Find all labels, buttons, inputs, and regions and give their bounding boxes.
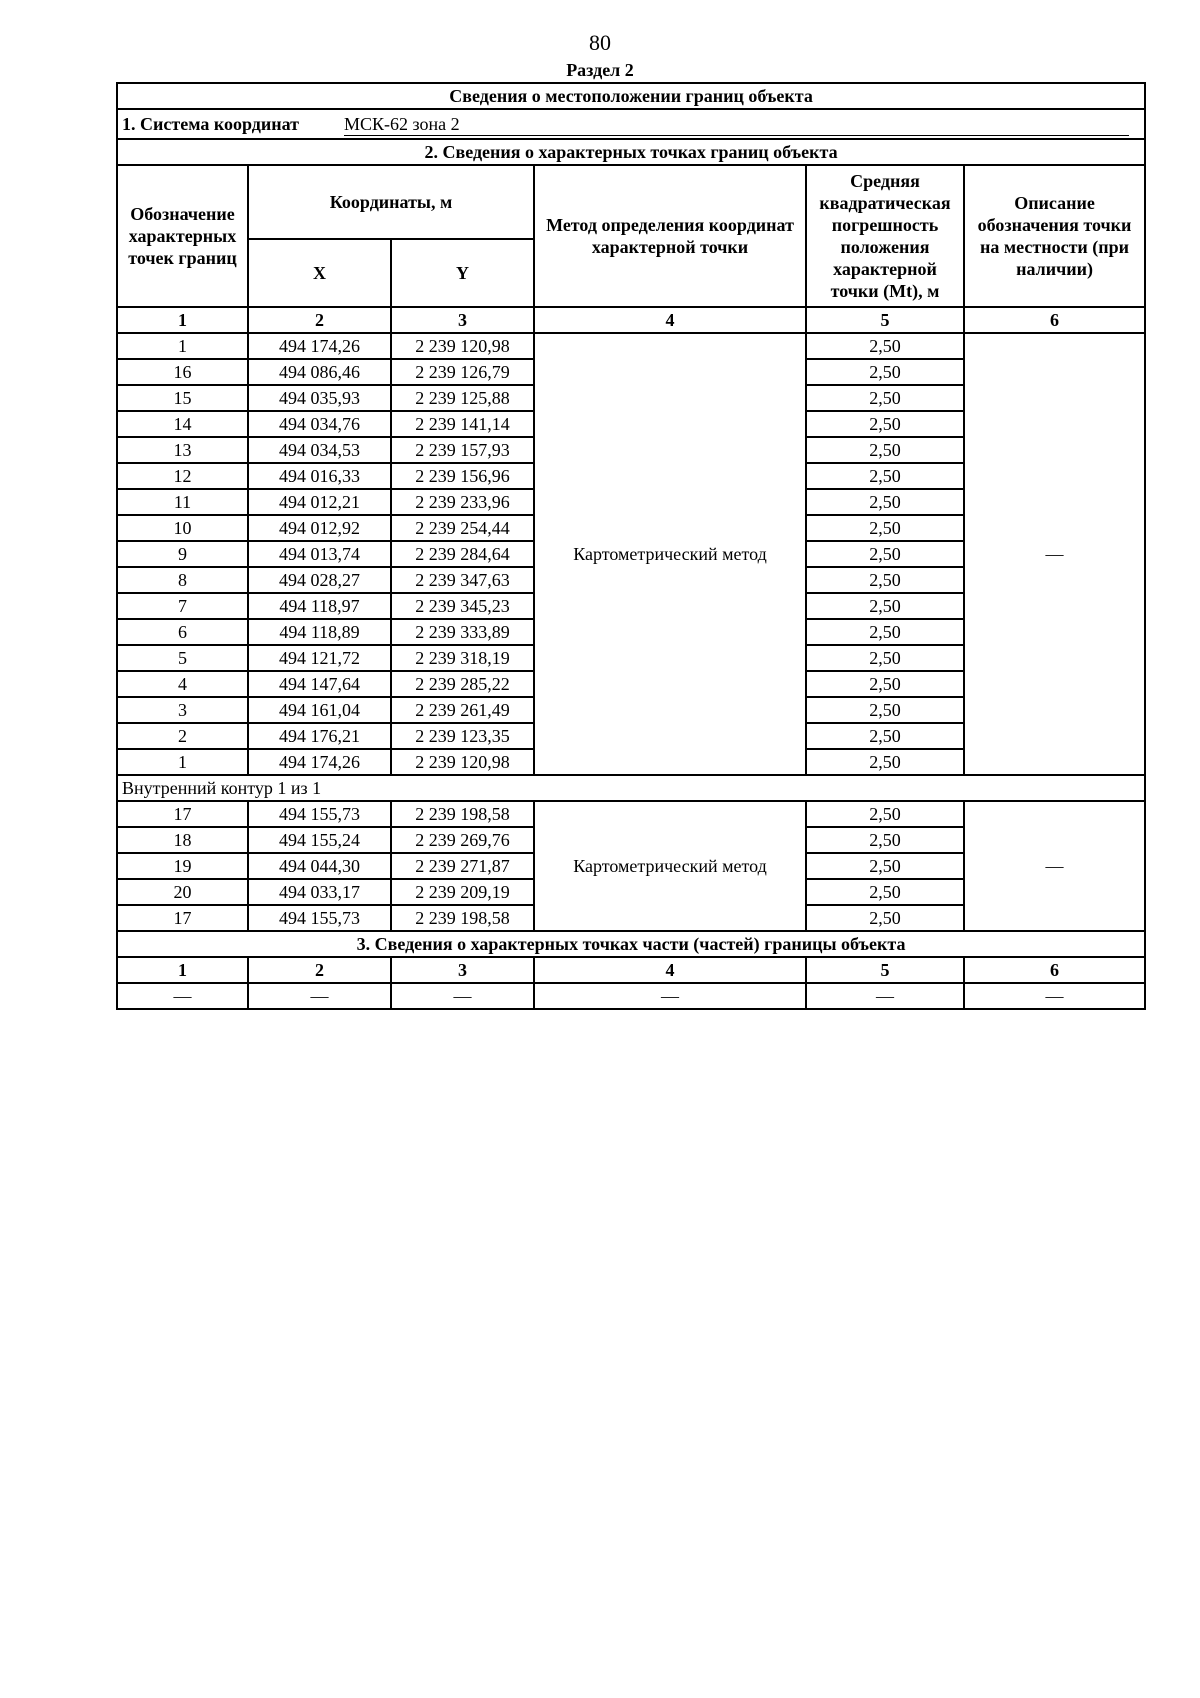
- y-coordinate-cell: 2 239 333,89: [391, 619, 534, 645]
- x-coordinate-cell: 494 161,04: [248, 697, 391, 723]
- empty-cell: —: [391, 983, 534, 1009]
- x-coordinate-cell: 494 086,46: [248, 359, 391, 385]
- y-coordinate-cell: 2 239 156,96: [391, 463, 534, 489]
- y-coordinate-cell: 2 239 198,58: [391, 905, 534, 931]
- y-coordinate-cell: 2 239 271,87: [391, 853, 534, 879]
- accuracy-cell: 2,50: [806, 619, 964, 645]
- x-coordinate-cell: 494 147,64: [248, 671, 391, 697]
- accuracy-cell: 2,50: [806, 697, 964, 723]
- column-number: 5: [806, 307, 964, 333]
- x-coordinate-cell: 494 013,74: [248, 541, 391, 567]
- point-number-cell: 12: [117, 463, 248, 489]
- point-number-cell: 18: [117, 827, 248, 853]
- y-coordinate-cell: 2 239 198,58: [391, 801, 534, 827]
- header-coordinates: Координаты, м: [248, 165, 534, 239]
- x-coordinate-cell: 494 016,33: [248, 463, 391, 489]
- method-cell: Картометрический метод: [534, 333, 806, 775]
- y-coordinate-cell: 2 239 209,19: [391, 879, 534, 905]
- y-coordinate-cell: 2 239 284,64: [391, 541, 534, 567]
- point-number-cell: 17: [117, 905, 248, 931]
- header-accuracy: Средняя квадратическая погрешность положения характерной точки (Mt), м: [806, 165, 964, 307]
- column-number: 2: [248, 957, 391, 983]
- x-coordinate-cell: 494 033,17: [248, 879, 391, 905]
- accuracy-cell: 2,50: [806, 437, 964, 463]
- point-number-cell: 8: [117, 567, 248, 593]
- header-y: Y: [391, 239, 534, 307]
- column-number: 1: [117, 307, 248, 333]
- x-coordinate-cell: 494 155,73: [248, 905, 391, 931]
- x-coordinate-cell: 494 012,92: [248, 515, 391, 541]
- point-number-cell: 6: [117, 619, 248, 645]
- accuracy-cell: 2,50: [806, 411, 964, 437]
- column-number: 6: [964, 957, 1145, 983]
- point-number-cell: 3: [117, 697, 248, 723]
- y-coordinate-cell: 2 239 269,76: [391, 827, 534, 853]
- point-number-cell: 7: [117, 593, 248, 619]
- point-number-cell: 14: [117, 411, 248, 437]
- point-number-cell: 16: [117, 359, 248, 385]
- header-method: Метод определения координат характерной точки: [534, 165, 806, 307]
- accuracy-cell: 2,50: [806, 359, 964, 385]
- accuracy-cell: 2,50: [806, 463, 964, 489]
- y-coordinate-cell: 2 239 125,88: [391, 385, 534, 411]
- point-number-cell: 10: [117, 515, 248, 541]
- part3-title: 3. Сведения о характерных точках части (частей) границы объекта: [117, 931, 1145, 957]
- x-coordinate-cell: 494 034,53: [248, 437, 391, 463]
- column-number: 3: [391, 957, 534, 983]
- point-number-cell: 15: [117, 385, 248, 411]
- header-x: X: [248, 239, 391, 307]
- column-number: 4: [534, 957, 806, 983]
- point-number-cell: 2: [117, 723, 248, 749]
- part2-title: 2. Сведения о характерных точках границ объекта: [117, 139, 1145, 165]
- inner-contour-label: Внутренний контур 1 из 1: [117, 775, 1145, 801]
- accuracy-cell: 2,50: [806, 723, 964, 749]
- y-coordinate-cell: 2 239 120,98: [391, 749, 534, 775]
- header-designation: Обозначение характерных точек границ: [117, 165, 248, 307]
- coord-system-value: МСК-62 зона 2: [344, 113, 1129, 136]
- accuracy-cell: 2,50: [806, 671, 964, 697]
- x-coordinate-cell: 494 176,21: [248, 723, 391, 749]
- y-coordinate-cell: 2 239 141,14: [391, 411, 534, 437]
- column-number: 2: [248, 307, 391, 333]
- inner-contour-rows: [117, 801, 1145, 931]
- y-coordinate-cell: 2 239 157,93: [391, 437, 534, 463]
- description-cell: —: [964, 333, 1145, 775]
- accuracy-cell: 2,50: [806, 333, 964, 359]
- accuracy-cell: 2,50: [806, 541, 964, 567]
- point-number-cell: 1: [117, 749, 248, 775]
- page-number: 80: [589, 30, 611, 55]
- empty-cell: —: [117, 983, 248, 1009]
- x-coordinate-cell: 494 174,26: [248, 749, 391, 775]
- accuracy-cell: 2,50: [806, 853, 964, 879]
- accuracy-cell: 2,50: [806, 593, 964, 619]
- accuracy-cell: 2,50: [806, 489, 964, 515]
- accuracy-cell: 2,50: [806, 827, 964, 853]
- y-coordinate-cell: 2 239 120,98: [391, 333, 534, 359]
- accuracy-cell: 2,50: [806, 515, 964, 541]
- point-number-cell: 20: [117, 879, 248, 905]
- x-coordinate-cell: 494 044,30: [248, 853, 391, 879]
- column-number: 4: [534, 307, 806, 333]
- y-coordinate-cell: 2 239 254,44: [391, 515, 534, 541]
- y-coordinate-cell: 2 239 345,23: [391, 593, 534, 619]
- point-number-cell: 9: [117, 541, 248, 567]
- x-coordinate-cell: 494 121,72: [248, 645, 391, 671]
- point-number-cell: 5: [117, 645, 248, 671]
- accuracy-cell: 2,50: [806, 879, 964, 905]
- point-number-cell: 11: [117, 489, 248, 515]
- part3-empty-row: [117, 983, 1145, 1009]
- x-coordinate-cell: 494 034,76: [248, 411, 391, 437]
- empty-cell: —: [534, 983, 806, 1009]
- x-coordinate-cell: 494 118,97: [248, 593, 391, 619]
- method-cell: Картометрический метод: [534, 801, 806, 931]
- accuracy-cell: 2,50: [806, 801, 964, 827]
- x-coordinate-cell: 494 155,73: [248, 801, 391, 827]
- column-number: 1: [117, 957, 248, 983]
- point-number-cell: 13: [117, 437, 248, 463]
- accuracy-cell: 2,50: [806, 749, 964, 775]
- y-coordinate-cell: 2 239 123,35: [391, 723, 534, 749]
- point-number-cell: 19: [117, 853, 248, 879]
- x-coordinate-cell: 494 118,89: [248, 619, 391, 645]
- column-number: 3: [391, 307, 534, 333]
- section-title: Раздел 2: [566, 60, 634, 80]
- y-coordinate-cell: 2 239 261,49: [391, 697, 534, 723]
- y-coordinate-cell: 2 239 126,79: [391, 359, 534, 385]
- accuracy-cell: 2,50: [806, 905, 964, 931]
- column-number: 6: [964, 307, 1145, 333]
- column-number-row: [117, 307, 1145, 333]
- x-coordinate-cell: 494 035,93: [248, 385, 391, 411]
- x-coordinate-cell: 494 028,27: [248, 567, 391, 593]
- y-coordinate-cell: 2 239 233,96: [391, 489, 534, 515]
- part3-column-number-row: [117, 957, 1145, 983]
- boundary-table: [116, 82, 1146, 1010]
- x-coordinate-cell: 494 174,26: [248, 333, 391, 359]
- accuracy-cell: 2,50: [806, 385, 964, 411]
- accuracy-cell: 2,50: [806, 567, 964, 593]
- y-coordinate-cell: 2 239 285,22: [391, 671, 534, 697]
- accuracy-cell: 2,50: [806, 645, 964, 671]
- point-number-cell: 1: [117, 333, 248, 359]
- column-number: 5: [806, 957, 964, 983]
- empty-cell: —: [248, 983, 391, 1009]
- table-row: [117, 333, 1145, 359]
- description-cell: —: [964, 801, 1145, 931]
- y-coordinate-cell: 2 239 347,63: [391, 567, 534, 593]
- header-description: Описание обозначения точки на местности (при наличии): [964, 165, 1145, 307]
- y-coordinate-cell: 2 239 318,19: [391, 645, 534, 671]
- outer-contour-rows: [117, 333, 1145, 775]
- empty-cell: —: [964, 983, 1145, 1009]
- table-title: Сведения о местоположении границ объекта: [117, 83, 1145, 109]
- x-coordinate-cell: 494 012,21: [248, 489, 391, 515]
- x-coordinate-cell: 494 155,24: [248, 827, 391, 853]
- empty-cell: —: [806, 983, 964, 1009]
- table-row: [117, 801, 1145, 827]
- point-number-cell: 4: [117, 671, 248, 697]
- point-number-cell: 17: [117, 801, 248, 827]
- coord-system-label: 1. Система координат: [122, 113, 299, 134]
- coord-system-row: [117, 109, 1145, 139]
